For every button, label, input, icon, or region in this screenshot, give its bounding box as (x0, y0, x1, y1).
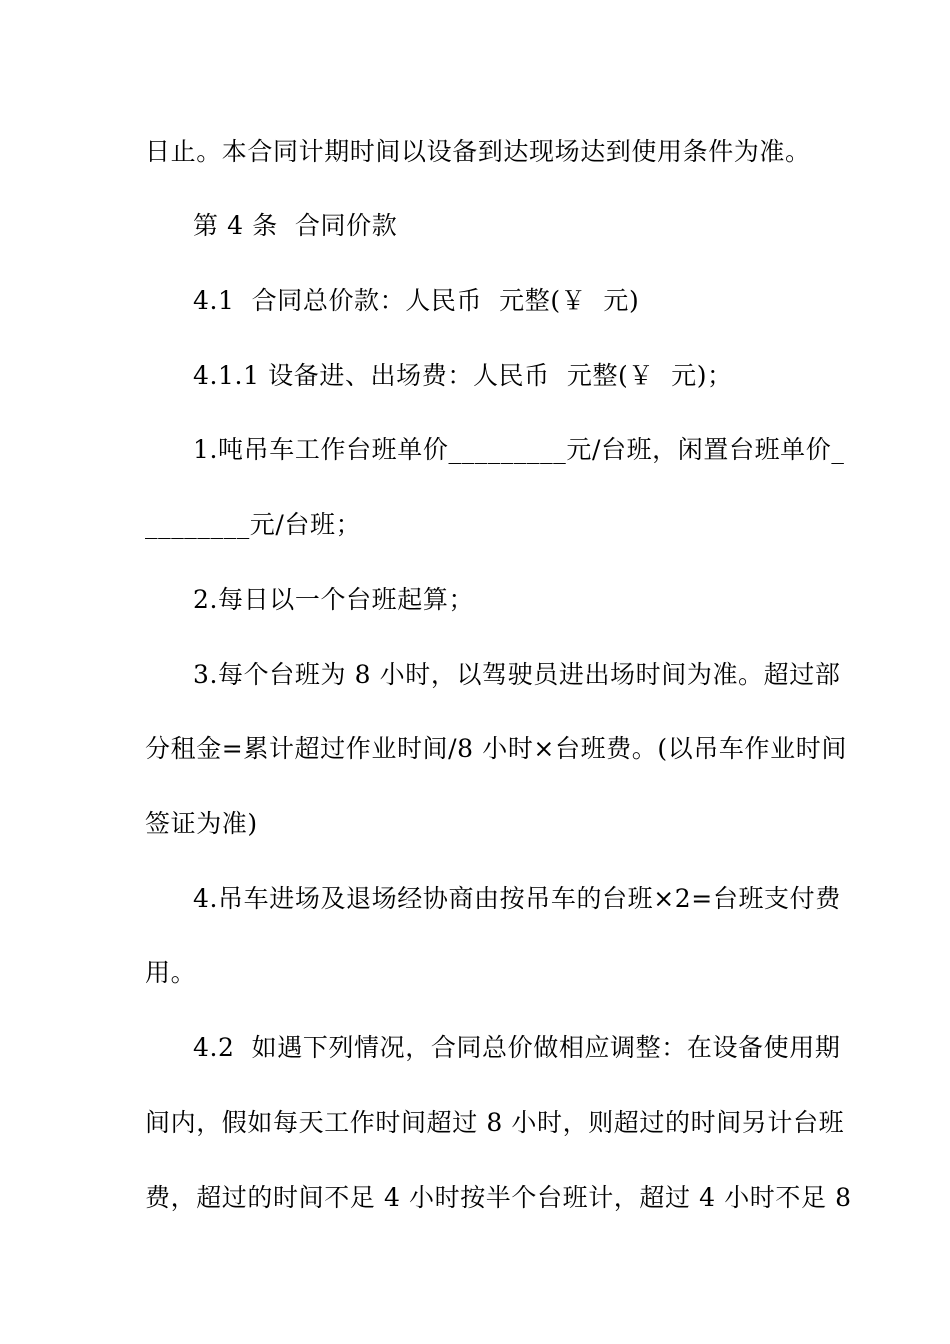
paragraph-line: 4.吊车进场及退场经协商由按吊车的台班×2=台班支付费 (193, 884, 841, 913)
paragraph-line: 间内，假如每天工作时间超过 8 小时，则超过的时间另计台班 (145, 1108, 845, 1137)
paragraph-line: 2.每日以一个台班起算； (193, 585, 475, 614)
paragraph-line: 1.吨吊车工作台班单价_________元/台班，闲置台班单价_ (193, 435, 845, 464)
paragraph-line: 3.每个台班为 8 小时，以驾驶员进出场时间为准。超过部 (193, 660, 841, 689)
paragraph-line: 用。 (145, 958, 197, 987)
paragraph-line: 费，超过的时间不足 4 小时按半个台班计，超过 4 小时不足 8 (145, 1183, 852, 1212)
paragraph-line: 分租金=累计超过作业时间/8 小时×台班费。(以吊车作业时间 (145, 734, 847, 763)
paragraph-line: 4.2 如遇下列情况，合同总价做相应调整：在设备使用期 (193, 1033, 841, 1062)
paragraph-line: 日止。本合同计期时间以设备到达现场达到使用条件为准。 (145, 137, 811, 166)
article-heading: 第 4 条 合同价款 (193, 211, 398, 240)
paragraph-line: ________元/台班； (145, 510, 362, 539)
clause-heading: 4.1 合同总价款：人民币 元整(￥ 元) (193, 286, 640, 315)
paragraph-line: 4.1.1 设备进、出场费：人民币 元整(￥ 元)； (193, 361, 733, 390)
paragraph-line: 签证为准) (145, 809, 258, 838)
